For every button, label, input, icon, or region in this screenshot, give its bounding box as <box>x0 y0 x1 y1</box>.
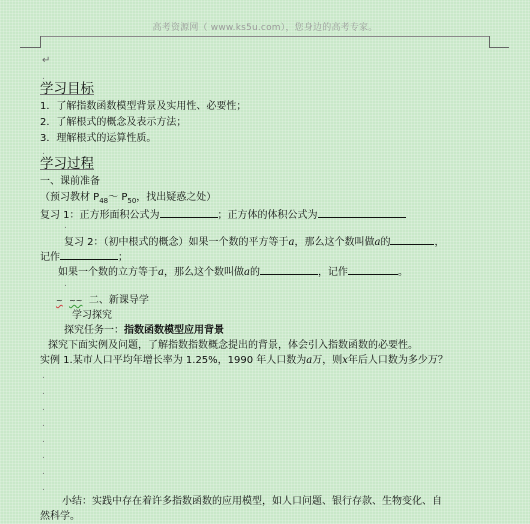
review-2-notation: 记作 ； <box>40 249 128 264</box>
summary-line-2: 然科学。 <box>40 511 80 522</box>
preview-note: （预习教材 $P_{48}\sim$ $P_{50}$，找出疑惑之处） <box>40 192 217 205</box>
blank-cube-root[interactable] <box>260 264 318 275</box>
empty-line-marker: . <box>42 387 45 397</box>
blank-square-root[interactable] <box>390 234 434 245</box>
blank-square-area[interactable] <box>160 207 218 218</box>
cube-root-line: 如果一个数的立方等于a，那么这个数叫做a的 ，记作 。 <box>58 264 408 279</box>
empty-line-marker: . <box>42 72 45 82</box>
goal-item-3: 3．理解根式的运算性质。 <box>40 133 157 144</box>
explore-text: 探究下面实例及问题，了解指数指数概念提出的背景，体会引入指数函数的必要性。 <box>48 340 418 351</box>
empty-line-marker: . <box>42 403 45 413</box>
summary-line-1: 小结：实践中存在着许多指数函数的应用模型，如人口问题、银行存款、生物变化、自 <box>62 496 442 507</box>
review-1: 复习 1：正方形面积公式为 ；正方体的体积公式为 <box>40 207 406 222</box>
review-2: 复习 2：（初中根式的概念）如果一个数的平方等于a，那么这个数叫做a的 ， <box>64 234 444 249</box>
study-explore: 学习探究 <box>72 310 112 321</box>
empty-line-marker: . <box>42 467 45 477</box>
empty-line-marker: . <box>64 221 67 231</box>
empty-line-marker: . <box>42 419 45 429</box>
crop-mark-top-left-h <box>20 47 40 48</box>
page-header: 高考资源网（ www.ks5u.com），您身边的高考专家。 <box>152 23 378 33</box>
blank-square-root-notation[interactable] <box>60 249 118 260</box>
process-title: 学习过程 <box>40 156 94 172</box>
paragraph-mark-icon: ↵ <box>42 55 51 66</box>
blank-cube-root-notation[interactable] <box>348 264 398 275</box>
goals-title: 学习目标 <box>40 81 94 97</box>
example-1: 实例 1.某市人口平均年增长率为 1.25%，1990 年人口数为a万，则x年后人口数为多少万？ <box>40 355 448 366</box>
empty-line-marker: . <box>42 371 45 381</box>
empty-line-marker: . <box>64 279 67 289</box>
empty-line-marker: . <box>42 435 45 445</box>
empty-line-marker: . <box>42 451 45 461</box>
goal-item-1: 1．了解指数函数模型背景及实用性、必要性； <box>40 101 247 112</box>
empty-line-marker: . <box>42 147 45 157</box>
empty-line-marker: . <box>42 483 45 493</box>
blank-cube-volume[interactable] <box>318 207 406 218</box>
header-rule <box>40 36 490 37</box>
section-prep: 一、课前准备 <box>40 176 100 187</box>
crop-mark-top-right-h <box>489 47 509 48</box>
section-new-lesson: ~ ~~ 二、新课导学 <box>56 295 149 306</box>
goal-item-2: 2．了解根式的概念及表示方法； <box>40 117 187 128</box>
task-one: 探究任务一：指数函数模型应用背景 <box>64 325 224 336</box>
